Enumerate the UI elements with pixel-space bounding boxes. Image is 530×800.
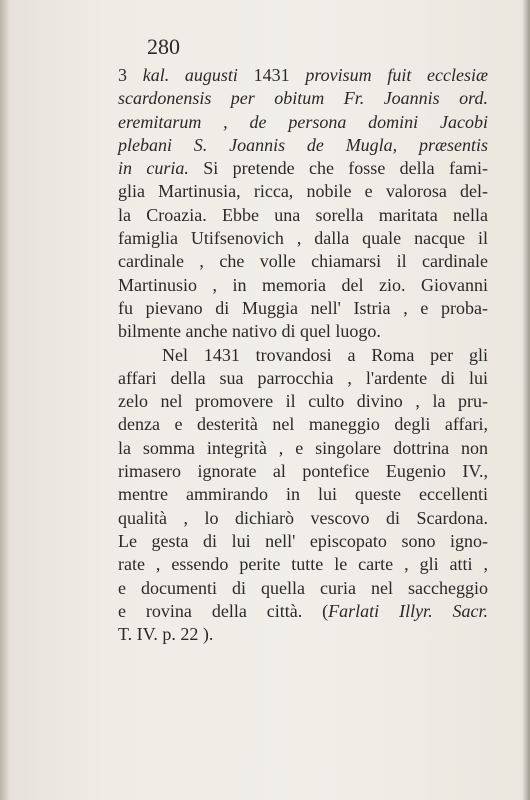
italic-text: kal. augusti	[142, 65, 238, 85]
text-run: mentre ammirando in lui queste eccellenti	[118, 484, 488, 505]
text-line	[118, 460, 488, 483]
text-run: affari della sua parrocchia , l'ardente di lui	[118, 367, 488, 388]
text-run: denza e desterità nel maneggio degli affari,	[118, 414, 488, 435]
text-line	[118, 390, 488, 413]
paragraph-2	[118, 344, 488, 647]
italic-text: plebani S. Joannis de Mugla, præsentis	[118, 134, 488, 155]
text-line	[118, 623, 488, 646]
text-run: Martinusio , in memoria del zio. Giovanni	[118, 274, 488, 295]
text-run: qualità , lo dichiarò vescovo di Scardona.	[118, 507, 488, 528]
paragraph-1	[118, 64, 488, 344]
text-run: famiglia Utifsenovich , dalla quale nacque il	[118, 228, 488, 249]
body-text	[118, 64, 488, 646]
text-run: e rovina della città. (	[118, 600, 329, 621]
text-line	[118, 507, 488, 530]
page-number: 280	[147, 34, 180, 59]
text-run: 3	[118, 65, 143, 85]
text-line	[118, 157, 488, 180]
text-line	[118, 204, 488, 227]
page-left-edge-shadow	[0, 0, 10, 800]
text-run: e documenti di quella curia nel saccheggio	[118, 577, 488, 598]
text-line	[118, 553, 488, 576]
text-line	[118, 320, 488, 343]
text-line	[118, 530, 488, 553]
text-line	[118, 483, 488, 506]
italic-text: eremitarum , de persona domini Jacobi	[118, 111, 488, 132]
italic-text: scardonensis per obitum Fr. Joannis ord.	[118, 88, 488, 109]
text-line	[118, 250, 488, 273]
text-line	[118, 227, 488, 250]
text-run: glia Martinusia, ricca, nobile e valorosa del-	[118, 181, 488, 202]
page-right-edge-shadow	[522, 0, 530, 800]
text-line	[118, 64, 488, 87]
text-line	[118, 87, 488, 110]
italic-text: provisum fuit ecclesiæ	[305, 65, 489, 85]
text-line	[118, 367, 488, 390]
italic-text: in curia.	[118, 158, 189, 179]
text-run: fu pievano di Muggia nell' Istria , e proba-	[118, 297, 488, 318]
text-run: rimasero ignorate al pontefice Eugenio IV.,	[118, 461, 488, 482]
text-line	[118, 344, 488, 367]
text-run: Nel 1431 trovandosi a Roma per gli	[162, 344, 488, 365]
text-run: T. IV. p. 22 ).	[118, 624, 214, 645]
text-line	[118, 437, 488, 460]
text-line	[118, 577, 488, 600]
text-run: zelo nel promovere il culto divino , la pru-	[118, 391, 488, 412]
text-run: cardinale , che volle chiamarsi il cardinale	[118, 251, 488, 272]
text-line	[118, 413, 488, 436]
text-run: bilmente anche nativo di quel luogo.	[118, 321, 381, 342]
text-run: Le gesta di lui nell' episcopato sono igno-	[118, 530, 488, 551]
text-run: la Croazia. Ebbe una sorella maritata nella	[118, 204, 488, 225]
text-line	[118, 134, 488, 157]
text-line	[118, 180, 488, 203]
text-line	[118, 111, 488, 134]
text-line	[118, 297, 488, 320]
text-run: 1431	[237, 65, 306, 85]
text-run: Si pretende che fosse della fami-	[188, 158, 489, 179]
text-line	[118, 600, 488, 623]
text-run: la somma integrità , e singolare dottrina non	[118, 437, 488, 458]
text-line	[118, 274, 488, 297]
text-run: rate , essendo perite tutte le carte , gli atti ,	[118, 554, 488, 575]
italic-text: Farlati Illyr. Sacr.	[328, 600, 488, 621]
